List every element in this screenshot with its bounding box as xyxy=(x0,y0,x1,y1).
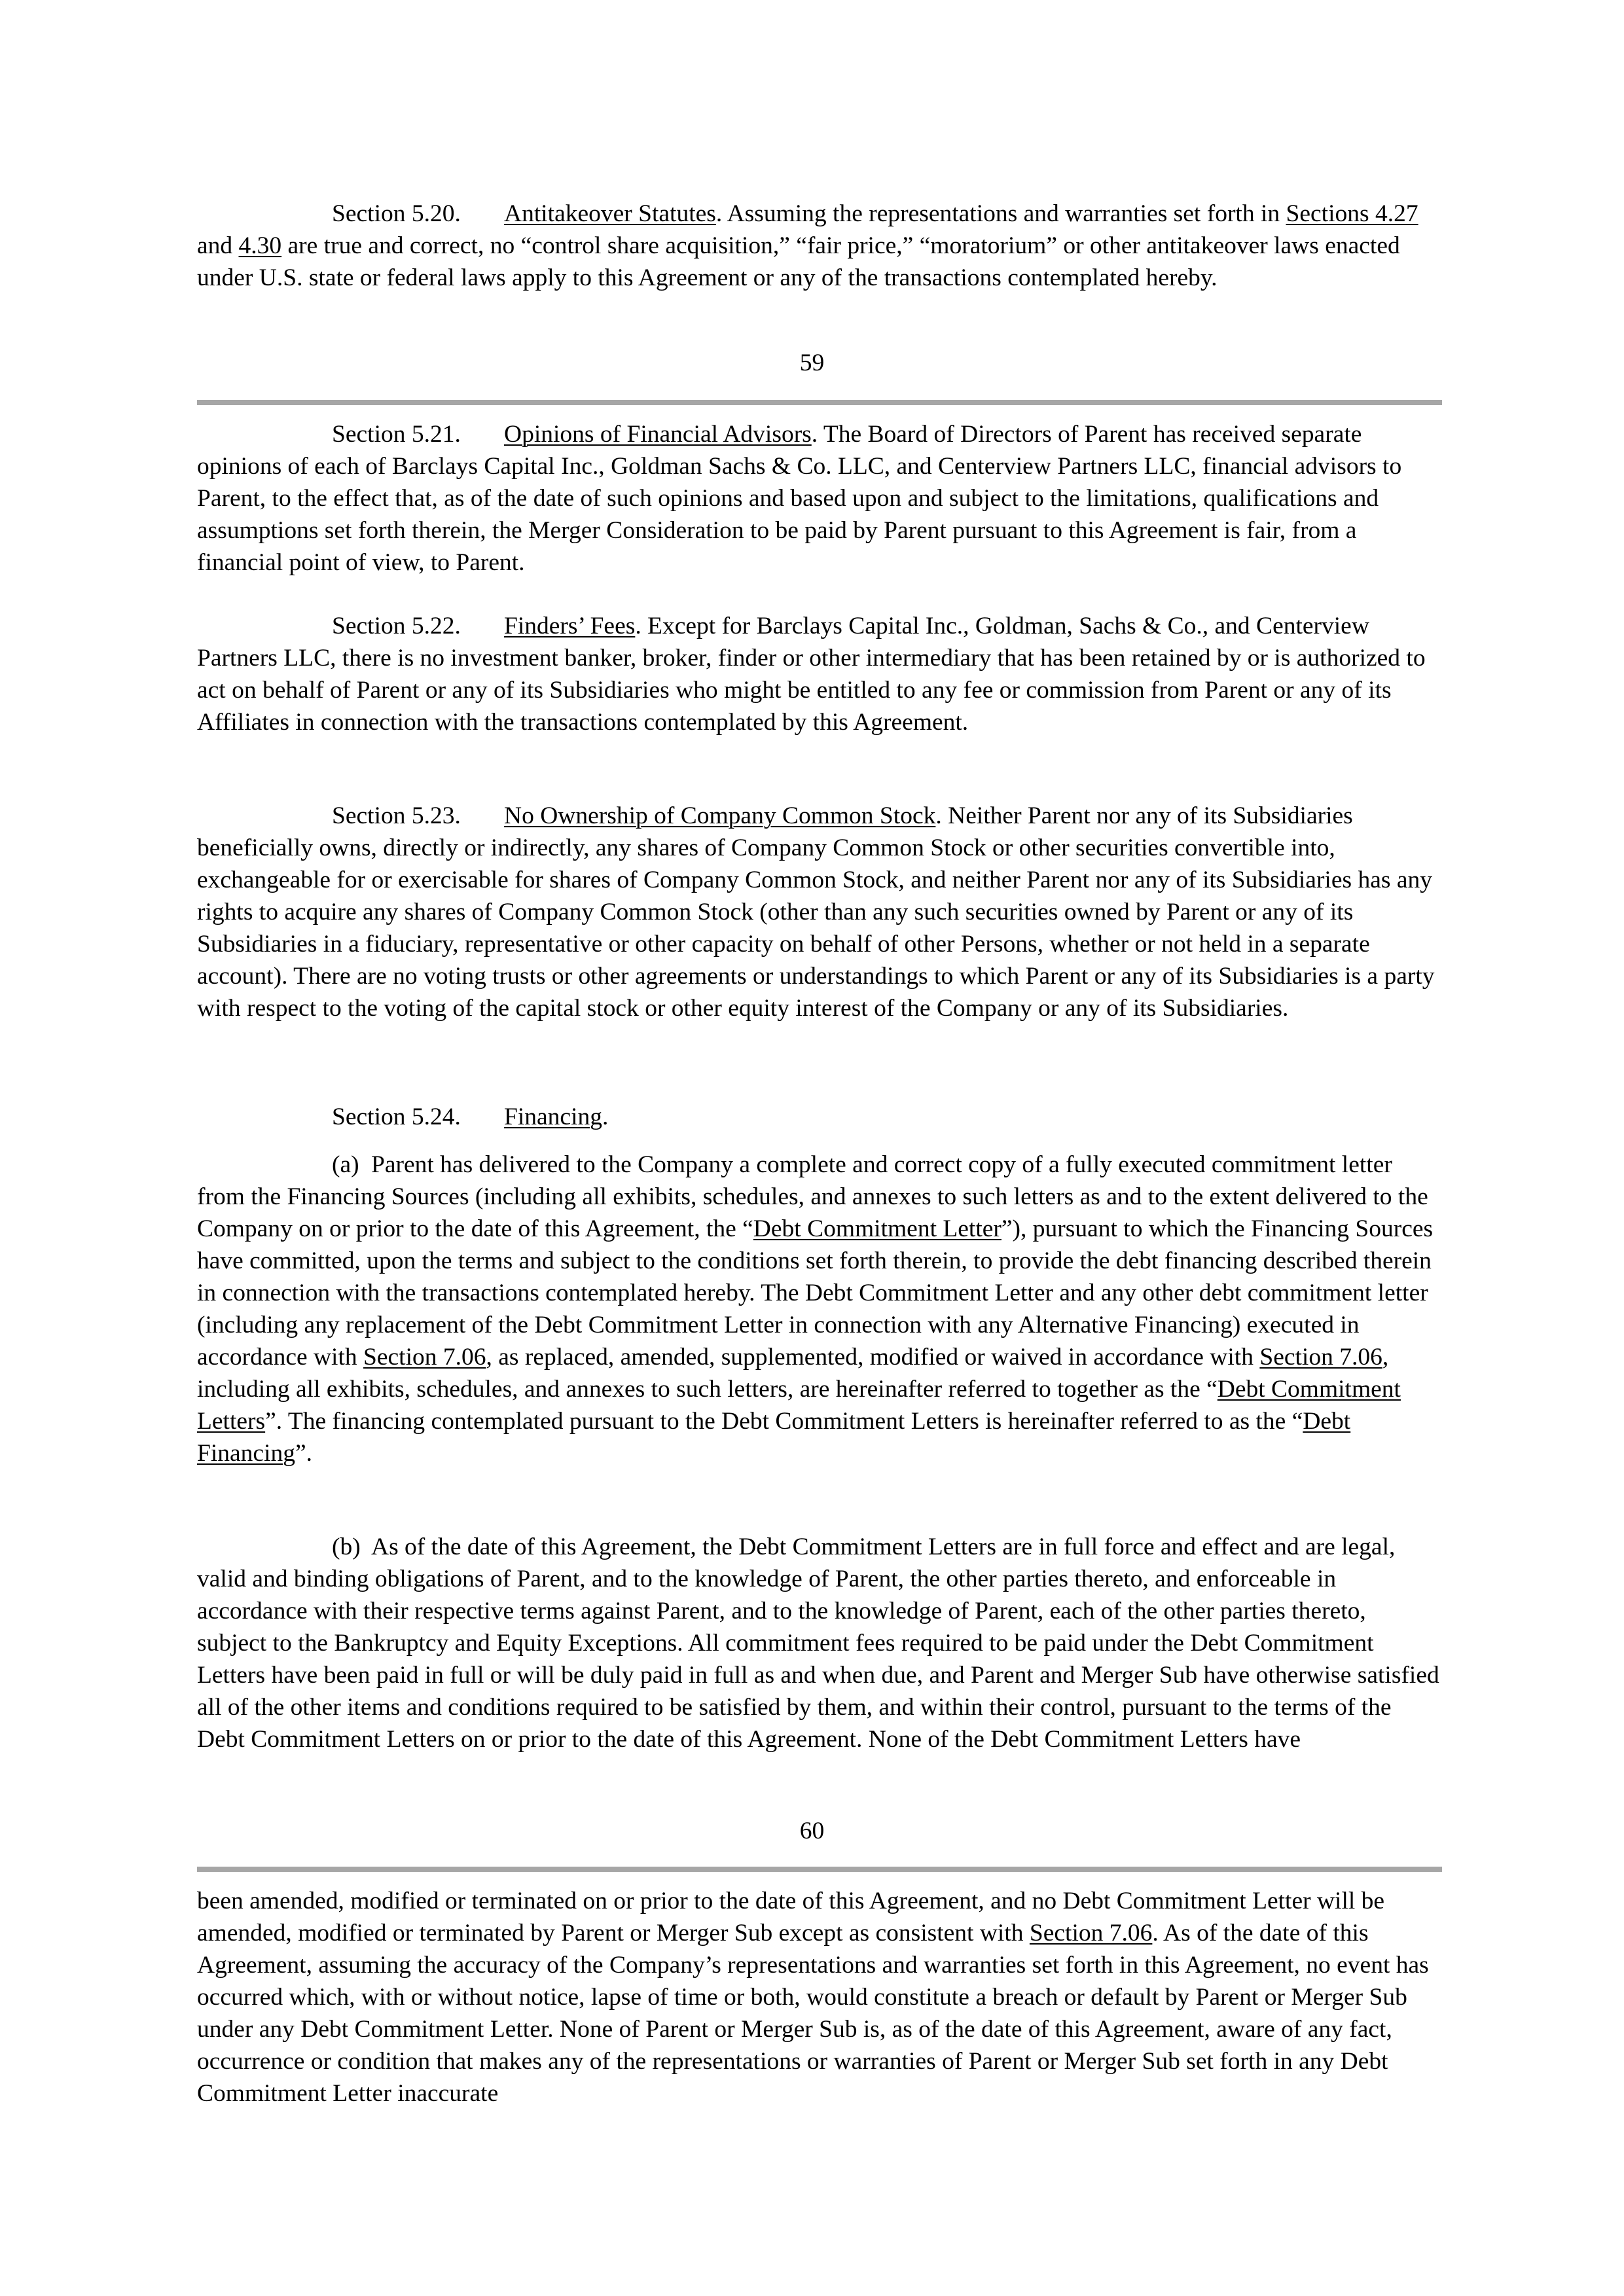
defined-term: Debt Commitment Letters xyxy=(197,1376,1401,1435)
section-5-20: Section 5.20. Antitakeover Statutes. Assuming the representations and warranties set forth in Sections 4.27 and 4.30 are true and correct, no “control share acquisition,” “fair price,” “moratorium” or other antitakeover laws enacted under U.S. state or federal laws apply to this Agreement or any of the transactions contemplated hereby. xyxy=(197,198,1441,294)
section-title: Finders’ Fees xyxy=(504,613,636,639)
section-title: Financing xyxy=(504,1103,602,1130)
section-5-24: Section 5.24. Financing. xyxy=(197,1101,1441,1133)
page-number: 60 xyxy=(799,1818,825,1844)
section-5-22: Section 5.22. Finders’ Fees. Except for Barclays Capital Inc., Goldman, Sachs & Co., and Centerview Partners LLC, there is no investment banker, broker, finder or other intermediary that has been retained by or is authorized to act on behalf of Parent or any of its Subsidiaries who might be entitled to any fee or commission from Parent or any of its Affiliates in connection with the transactions contemplated by this Agreement. xyxy=(197,610,1441,738)
section-number: Section 5.22. xyxy=(332,613,461,639)
section-ref-link[interactable]: Section 7.06 xyxy=(1259,1344,1382,1371)
section-ref-link[interactable]: Section 7.06 xyxy=(363,1344,486,1371)
subsection-number: (b) xyxy=(332,1534,361,1560)
page-break-rule xyxy=(197,1867,1442,1872)
section-5-23: Section 5.23. No Ownership of Company Common Stock. Neither Parent nor any of its Subsidiaries beneficially owns, directly or indirectly, any shares of Company Common Stock or other securities convertible into, exchangeable for or exercisable for shares of Company Common Stock, and neither Parent nor any of its Subsidiaries has any rights to acquire any shares of Company Common Stock (other than any such securities owned by Parent or any of its Subsidiaries in a fiduciary, representative or other capacity on behalf of other Persons, whether or not held in a separate account). There are no voting trusts or other agreements or understandings to which Parent or any of its Subsidiaries is a party with respect to the voting of the capital stock or other equity interest of the Company or any of its Subsidiaries. xyxy=(197,800,1441,1024)
page-number: 59 xyxy=(799,350,825,376)
defined-term: Debt Commitment Letter xyxy=(753,1215,1001,1242)
section-number: Section 5.23. xyxy=(332,802,461,829)
subsection-a: (a) Parent has delivered to the Company a complete and correct copy of a fully executed commitment letter from the Financing Sources (including all exhibits, schedules, and annexes to such letters as and to the extent delivered to the Company on or prior to the date of this Agreement, the “Debt Commitment Letter”), pursuant to which the Financing Sources have committed, upon the terms and subject to the conditions set forth therein, to provide the debt financing described therein in connection with the transactions contemplated hereby. The Debt Commitment Letter and any other debt commitment letter (including any replacement of the Debt Commitment Letter in connection with any Alternative Financing) executed in accordance with Section 7.06, as replaced, amended, supplemented, modified or waived in accordance with Section 7.06, including all exhibits, schedules, and annexes to such letters, are hereinafter referred to together as the “Debt Commitment Letters”. The financing contemplated pursuant to the Debt Commitment Letters is hereinafter referred to as the “Debt Financing”. xyxy=(197,1149,1441,1469)
section-number: Section 5.20. xyxy=(332,200,461,227)
section-ref-link[interactable]: 4.30 xyxy=(238,232,282,259)
section-number: Section 5.24. xyxy=(332,1103,461,1130)
section-ref-link[interactable]: Section 7.06 xyxy=(1029,1920,1153,1946)
section-title: No Ownership of Company Common Stock xyxy=(504,802,936,829)
section-5-21: Section 5.21. Opinions of Financial Advisors. The Board of Directors of Parent has received separate opinions of each of Barclays Capital Inc., Goldman Sachs & Co. LLC, and Centerview Partners LLC, financial advisors to Parent, to the effect that, as of the date of such opinions and based upon and subject to the limitations, qualifications and assumptions set forth therein, the Merger Consideration to be paid by Parent pursuant to this Agreement is fair, from a financial point of view, to Parent. xyxy=(197,418,1441,579)
continued-paragraph: been amended, modified or terminated on or prior to the date of this Agreement, and no Debt Commitment Letter will be amended, modified or terminated by Parent or Merger Sub except as consistent with Section 7.06. As of the date of this Agreement, assuming the accuracy of the Company’s representations and warranties set forth in this Agreement, no event has occurred which, with or without notice, lapse of time or both, would constitute a breach or default by Parent or Merger Sub under any Debt Commitment Letter. None of Parent or Merger Sub is, as of the date of this Agreement, aware of any fact, occurrence or condition that makes any of the representations or warranties of Parent or Merger Sub set forth in any Debt Commitment Letter inaccurate xyxy=(197,1888,1429,2107)
subsection-number: (a) xyxy=(332,1151,359,1178)
section-ref-link[interactable]: Sections 4.27 xyxy=(1286,200,1418,227)
defined-term: Debt Financing xyxy=(197,1408,1351,1467)
subsection-b: (b) As of the date of this Agreement, the Debt Commitment Letters are in full force and effect and are legal, valid and binding obligations of Parent, and to the knowledge of Parent, the other parties thereto, and enforceable in accordance with their respective terms against Parent, and to the knowledge of Parent, each of the other parties thereto, subject to the Bankruptcy and Equity Exceptions. All commitment fees required to be paid under the Debt Commitment Letters have been paid in full or will be duly paid in full as and when due, and Parent and Merger Sub have otherwise satisfied all of the other items and conditions required to be satisfied by them, and within their control, pursuant to the terms of the Debt Commitment Letters on or prior to the date of this Agreement. None of the Debt Commitment Letters have xyxy=(197,1531,1441,1755)
section-title: Opinions of Financial Advisors xyxy=(504,421,812,448)
section-title: Antitakeover Statutes xyxy=(504,200,716,227)
page-break-rule xyxy=(197,400,1442,405)
section-number: Section 5.21. xyxy=(332,421,461,448)
